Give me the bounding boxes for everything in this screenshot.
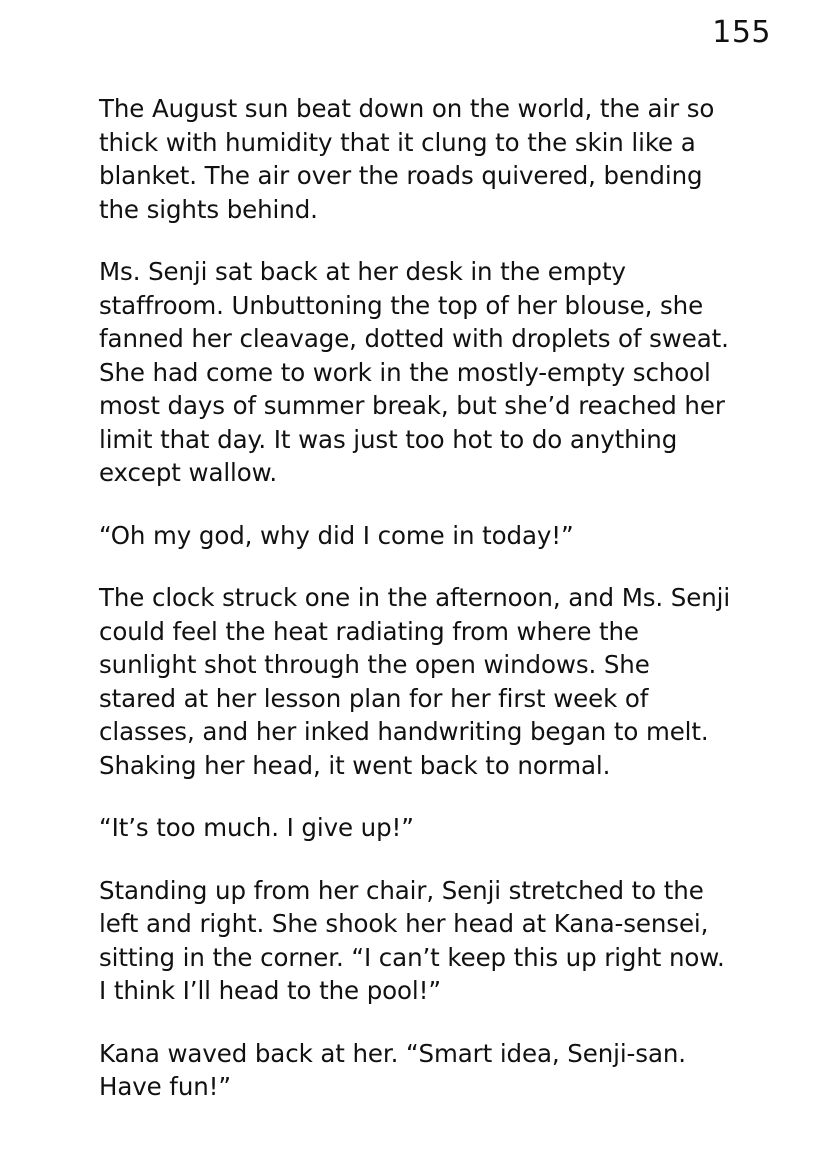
page-number: 155	[712, 15, 771, 50]
paragraph: Standing up from her chair, Senji stretched to the left and right. She shook her head at Kana-sensei, sitting in the corner. “I can’t keep this up right now. I think I’ll head to the pool!”	[99, 875, 725, 1005]
paragraph: The clock struck one in the afternoon, and Ms. Senji could feel the heat radiating from where the sunlight shot through the open windows. She stared at her lesson plan for her first week of classes, and her inked handwriting began to melt. Shaking her head, it went back to normal.	[99, 583, 731, 780]
paragraph: The August sun beat down on the world, the air so thick with humidity that it clung to the skin like a blanket. The air over the roads quivered, bending the sights behind.	[99, 94, 715, 224]
page-body	[99, 92, 731, 1104]
paragraph: Ms. Senji sat back at her desk in the empty staffroom. Unbuttoning the top of her blouse, she fanned her cleavage, dotted with droplets of sweat. She had come to work in the mostly-empty school most days of summer break, but she’d reached her limit that day. It was just too hot to do anything except wallow.	[99, 257, 729, 487]
paragraph: “It’s too much. I give up!”	[99, 813, 414, 842]
paragraph: “Oh my god, why did I come in today!”	[99, 520, 574, 550]
paragraph: Kana waved back at her. “Smart idea, Senji-san. Have fun!”	[99, 1038, 686, 1101]
